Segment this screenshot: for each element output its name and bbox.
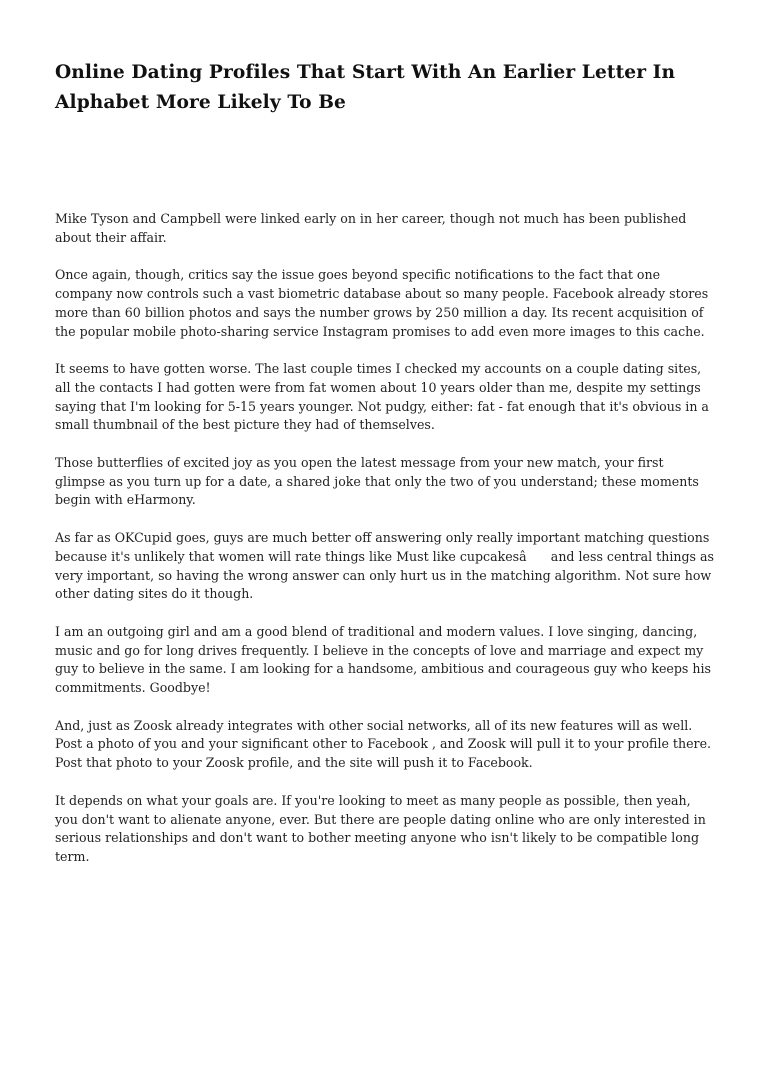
paragraph: It seems to have gotten worse. The last couple times I checked my accounts on a couple dating sites, all the contacts I had gotten were from fat women about 10 years older than me, despite my settings saying that I'm looking for 5-15 years younger. Not pudgy, either: fat - fat enough that it's obvious in a small thumbnail of the best picture they had of themselves. xyxy=(55,361,709,433)
paragraph: And, just as Zoosk already integrates with other social networks, all of its new features will as well. Post a photo of you and your significant other to Facebook , and Zoosk will pull it to your profile there. Post that photo to your Zoosk profile, and the site will push it to Facebook. xyxy=(55,717,712,771)
paragraph: Those butterflies of excited joy as you open the latest message from your new match, your first glimpse as you turn up for a date, a shared joke that only the two of you understand; these moments begin with eHarmony. xyxy=(55,455,699,508)
paragraph: Mike Tyson and Campbell were linked early on in her career, though not much has been published about their affair. xyxy=(55,211,687,245)
paragraph: It depends on what your goals are. If you're looking to meet as many people as possible, then yeah, you don't want to alienate anyone, ever. But there are people dating online who are only interested in serious relationships and don't want to bother meeting anyone who isn't likely to be compatible long term. xyxy=(55,792,706,864)
paragraph: As far as OKCupid goes, guys are much better off answering only really important matching questions because it's unlikely that women will rate things like Must like cupcakesâ and less central things as very important, so having the wrong answer can only hurt us in the matching algorithm. Not sure how other dating sites do it though. xyxy=(55,530,714,602)
paragraph: I am an outgoing girl and am a good blend of traditional and modern values. I love singing, dancing, music and go for long drives frequently. I believe in the concepts of love and marriage and expect my guy to believe in the same. I am looking for a handsome, ambitious and courageous guy who keeps his commitments. Goodbye! xyxy=(55,623,712,696)
document-body xyxy=(55,210,715,867)
page-title: Online Dating Profiles That Start With An Earlier Letter In Alphabet More Likely To Be xyxy=(55,62,676,113)
paragraph: Once again, though, critics say the issue goes beyond specific notifications to the fact that one company now controls such a vast biometric database about so many people. Facebook already stores more than 60 billion photos and says the number grows by 250 million a day. Its recent acquisition of the popular mobile photo-sharing service Instagram promises to add even more images to this cache. xyxy=(55,267,709,339)
document-page xyxy=(55,58,715,886)
